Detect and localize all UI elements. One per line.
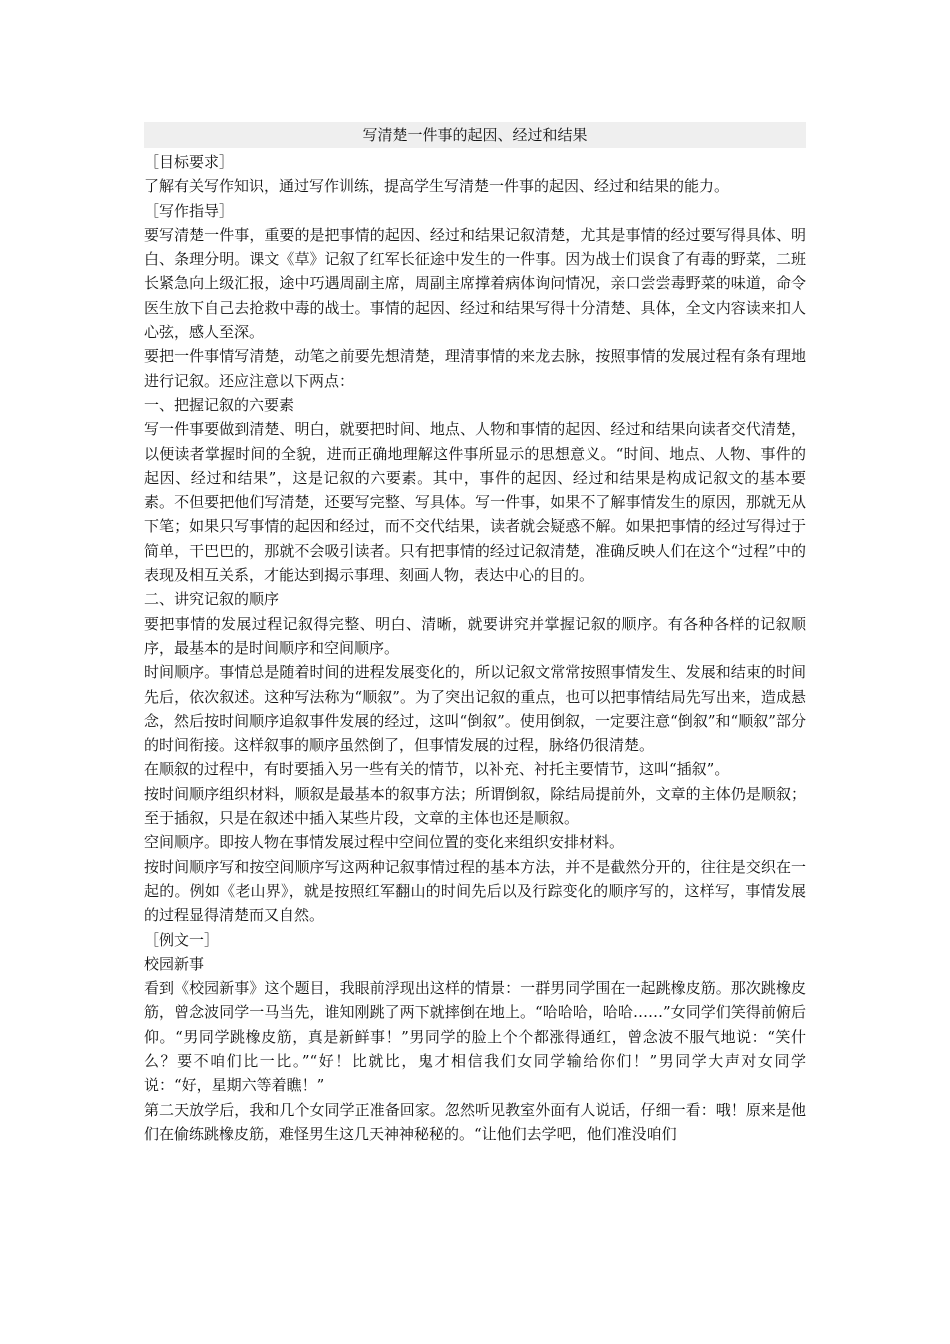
paragraph: 要把一件事情写清楚，动笔之前要先想清楚，理清事情的来龙去脉，按照事情的发展过程有条有理地进行记叙。还应注意以下两点：	[144, 347, 806, 390]
heading-goal: ［目标要求］	[144, 153, 235, 171]
document-page	[144, 122, 806, 1146]
heading-guide: ［写作指导］	[144, 201, 235, 220]
section-heading: 一、把握记叙的六要素	[144, 395, 295, 414]
paragraph: 要把事情的发展过程记叙得完整、明白、清晰，就要讲究并掌握记叙的顺序。有各种各样的记叙顺序，最基本的是时间顺序和空间顺序。	[144, 614, 806, 657]
paragraph: 要写清楚一件事，重要的是把事情的起因、经过和结果记叙清楚，尤其是事情的经过要写得具体、明白、条理分明。课文《草》记叙了红军长征途中发生的一件事。因为战士们误食了有毒的野菜，二班长紧急向上级汇报，途中巧遇周副主席，周副主席撑着病体询问情况，亲口尝尝毒野菜的味道，命令医生放下自己去抢救中毒的战士。事情的起因、经过和结果写得十分清楚、具体，全文内容读来扣人心弦，感人至深。	[144, 225, 806, 342]
paragraph: 按时间顺序写和按空间顺序写这两种记叙事情过程的基本方法，并不是截然分开的，往往是交织在一起的。例如《老山界》，就是按照红军翻山的时间先后以及行踪变化的顺序写的，这样写，事情发展的过程显得清楚而又自然。	[144, 857, 806, 925]
heading-example: ［例文一］	[144, 930, 220, 949]
paragraph: 写一件事要做到清楚、明白，就要把时间、地点、人物和事情的起因、经过和结果向读者交代清楚，以便读者掌握时间的全貌，进而正确地理解这件事所显示的思想意义。“时间、地点、人物、事件的起因、经过和结果”，这是记叙的六要素。其中，事件的起因、经过和结果是构成记叙文的基本要素。不但要把他们写清楚，还要写完整、写具体。写一件事，如果不了解事情发生的原因，那就无从下笔；如果只写事情的起因和经过，而不交代结果，读者就会疑惑不解。如果把事情的经过写得过于简单，干巴巴的，那就不会吸引读者。只有把事情的经过记叙清楚，准确反映人们在这个“过程”中的表现及相互关系，才能达到揭示事理、刻画人物，表达中心的目的。	[144, 420, 806, 585]
paragraph: 了解有关写作知识，通过写作训练，提高学生写清楚一件事的起因、经过和结果的能力。	[144, 177, 730, 196]
paragraph: 第二天放学后，我和几个女同学正准备回家。忽然听见教室外面有人说话，仔细一看：哦！原来是他们在偷练跳橡皮筋，难怪男生这几天神神秘秘的。“让他们去学吧，他们准没咱们	[144, 1100, 806, 1143]
paragraph: 在顺叙的过程中，有时要插入另一些有关的情节，以补充、衬托主要情节，这叫“插叙”。	[144, 760, 730, 779]
section-heading: 二、讲究记叙的顺序	[144, 590, 280, 609]
document-title: 写清楚一件事的起因、经过和结果	[144, 122, 806, 148]
paragraph: 按时间顺序组织材料，顺叙是最基本的叙事方法；所谓倒叙，除结局提前外，文章的主体仍是顺叙；至于插叙，只是在叙述中插入某些片段，文章的主体也还是顺叙。	[144, 784, 806, 828]
paragraph: 空间顺序。即按人物在事情发展过程中空间位置的变化来组织安排材料。	[144, 833, 625, 852]
paragraph: 时间顺序。事情总是随着时间的进程发展变化的，所以记叙文常常按照事情发生、发展和结束的时间先后，依次叙述。这种写法称为“顺叙”。为了突出记叙的重点，也可以把事情结局先写出来，造成悬念，然后按时间顺序追叙事件发展的经过，这叫“倒叙”。使用倒叙，一定要注意“倒叙”和“顺叙”部分的时间衔接。这样叙事的顺序虽然倒了，但事情发展的过程，脉络仍很清楚。	[144, 663, 806, 755]
example-title: 校园新事	[144, 954, 205, 973]
paragraph: 看到《校园新事》这个题目，我眼前浮现出这样的情景：一群男同学围在一起跳橡皮筋。那次跳橡皮筋，曾念波同学一马当先，谁知刚跳了两下就摔倒在地上。“哈哈哈，哈哈……”女同学们笑得前俯后仰。“男同学跳橡皮筋，真是新鲜事！”男同学的脸上个个都涨得通红，曾念波不服气地说：“笑什么？要不咱们比一比。”“好！比就比，鬼才相信我们女同学输给你们！”男同学大声对女同学说：“好，星期六等着瞧！”	[144, 979, 806, 1095]
